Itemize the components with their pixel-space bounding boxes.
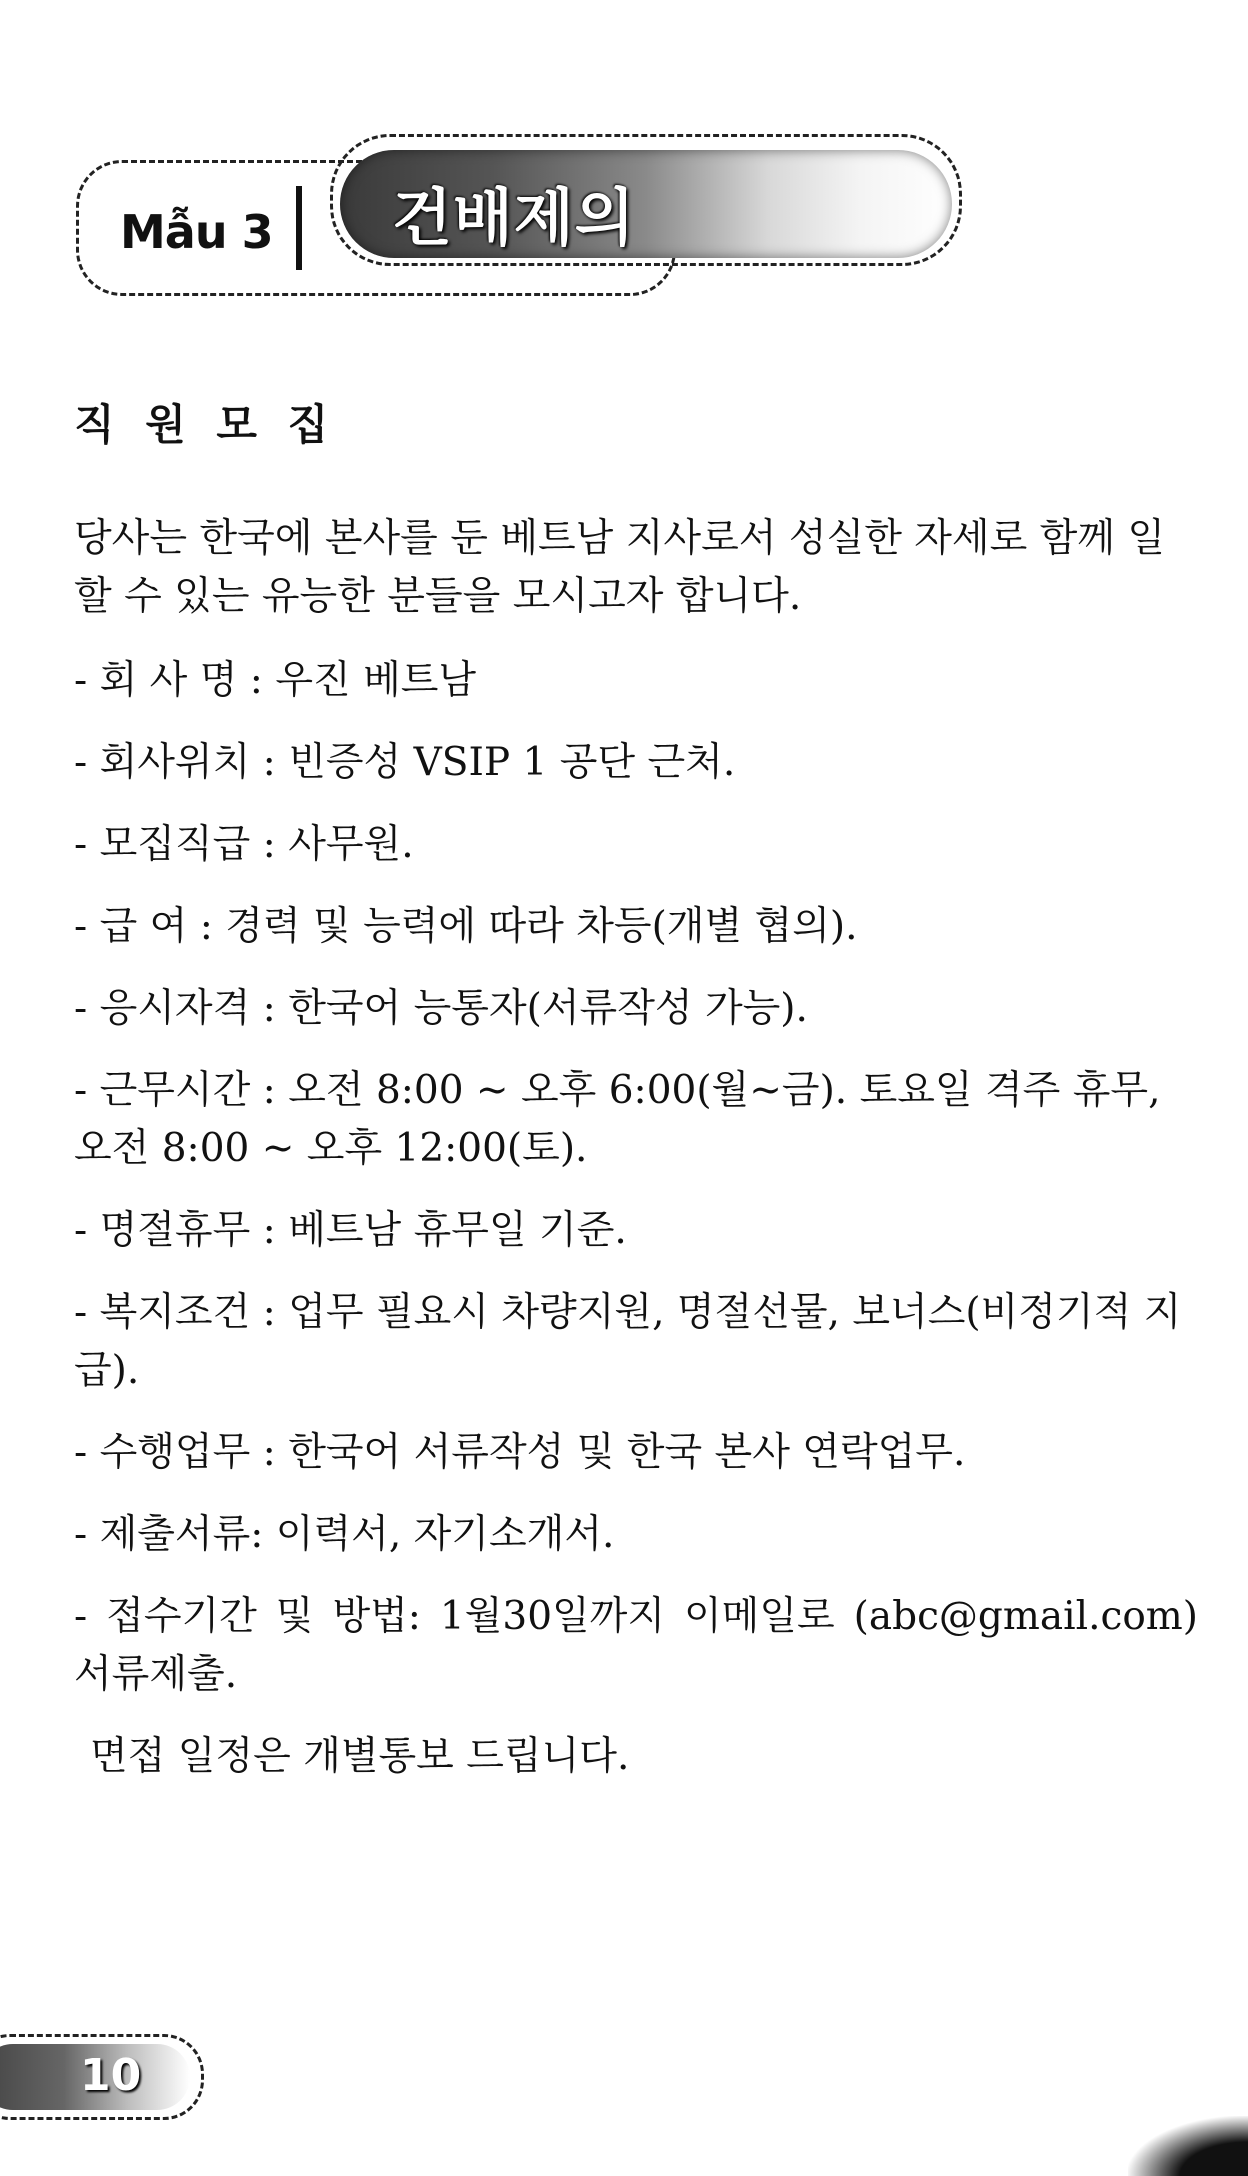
list-item-documents: - 제출서류: 이력서, 자기소개서. [74,1512,615,1557]
header-divider [296,186,302,270]
list-item-company-name: - 회 사 명 : 우진 베트남 [74,658,477,703]
intro-paragraph: 당사는 한국에 본사를 둔 베트남 지사로서 성실한 자세로 함께 일할 수 있는 유능한 분들을 모시고자 합니다. [74,516,1166,619]
document-body [74,510,1198,1810]
page-corner-shadow [1128,2116,1248,2176]
list-item-duties: - 수행업무 : 한국어 서류작성 및 한국 본사 연락업무. [74,1430,966,1475]
section-heading: 직 원 모 집 [74,400,337,449]
closing-note: 면접 일정은 개별통보 드립니다. [90,1734,630,1779]
list-item-benefits: - 복지조건 : 업무 필요시 차량지원, 명절선물, 보너스(비정기적 지급). [74,1290,1182,1393]
template-number: Mẫu 3 [120,205,273,259]
list-item-company-location: - 회사위치 : 빈증성 VSIP 1 공단 근처. [74,740,736,785]
list-item-qualification: - 응시자격 : 한국어 능통자(서류작성 가능). [74,986,808,1031]
list-item-position: - 모집직급 : 사무원. [74,822,414,867]
list-item-holidays: - 명절휴무 : 베트남 휴무일 기준. [74,1208,627,1253]
list-item-salary: - 급 여 : 경력 및 능력에 따라 차등(개별 협의). [74,904,858,949]
page-title: 건배제의 [392,181,636,254]
list-item-working-hours: - 근무시간 : 오전 8:00 ~ 오후 6:00(월~금). 토요일 격주 휴무, 오전 8:00 ~ 오후 12:00(토). [74,1068,1161,1171]
list-item-application: - 접수기간 및 방법: 1월30일까지 이메일로 (abc@gmail.com) 서류제출. [74,1594,1198,1697]
page-number: 10 [80,2050,142,2101]
